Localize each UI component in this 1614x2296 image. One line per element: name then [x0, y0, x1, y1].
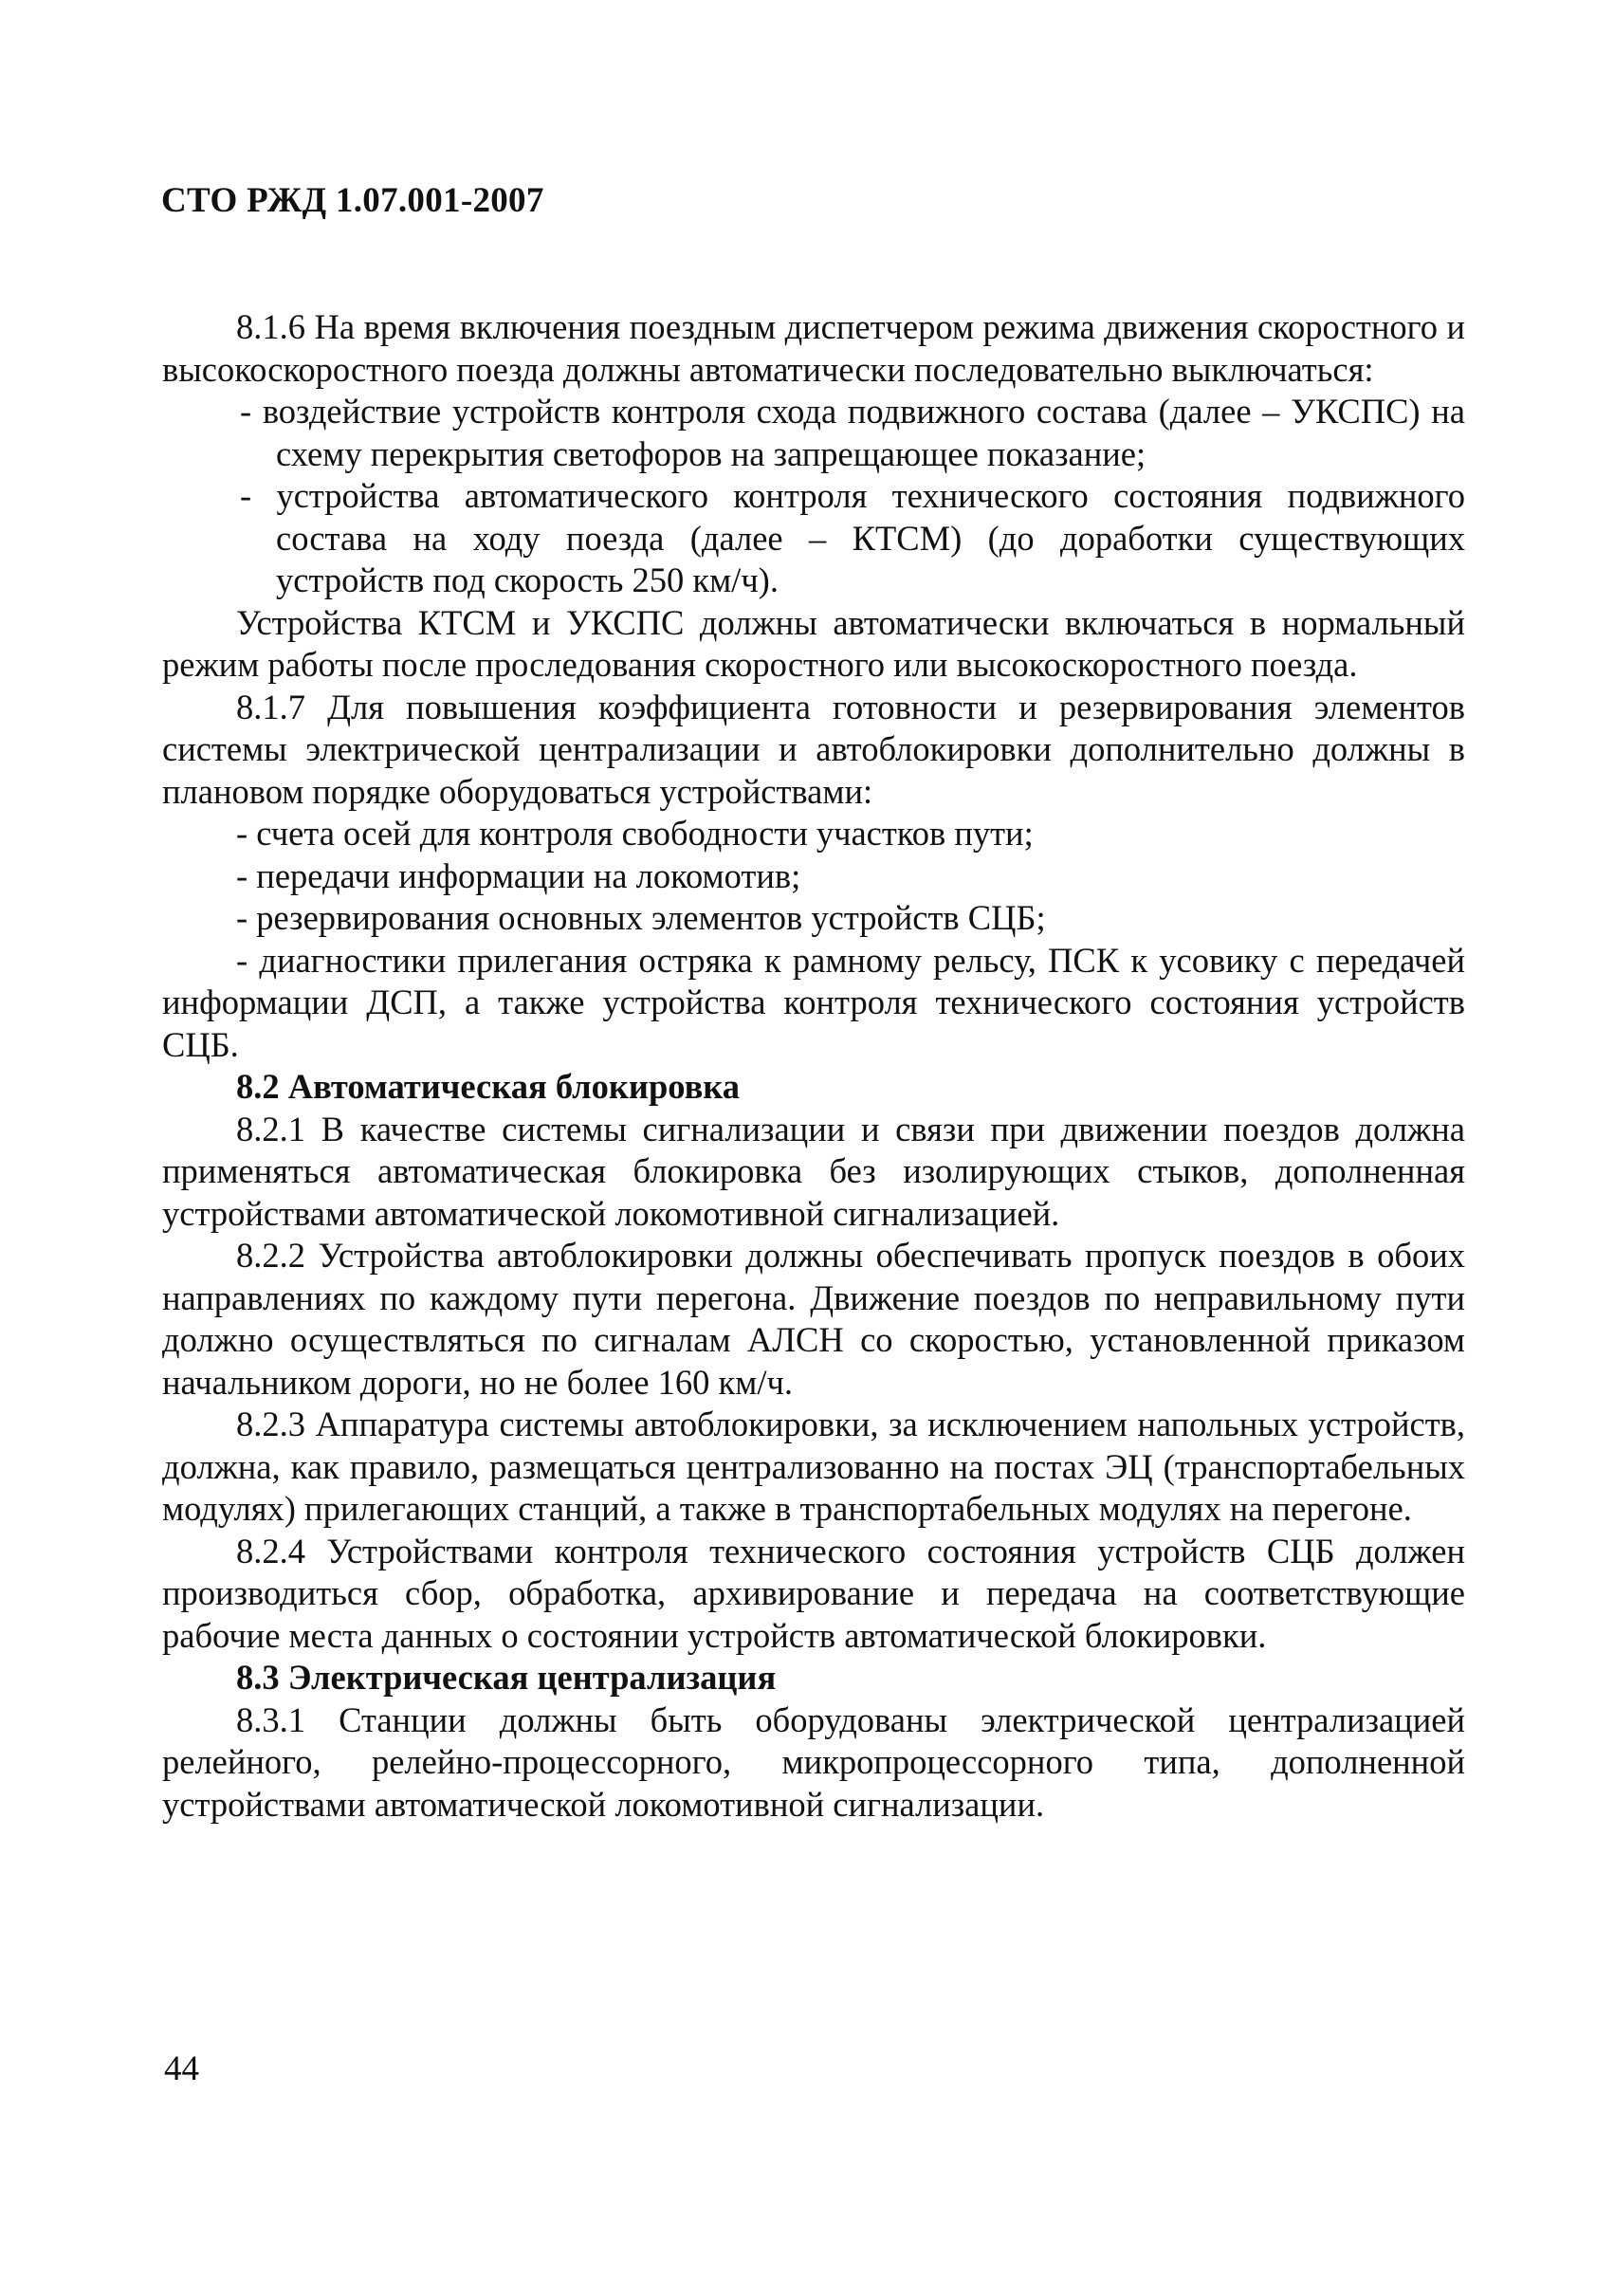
document-code-header: СТО РЖД 1.07.001-2007	[161, 181, 544, 220]
paragraph-ktsm-ukps: Устройства КТСМ и УКСПС должны автоматически включаться в нормальный режим работы после проследования скоростного или высокоскоростного поезда.	[162, 602, 1465, 684]
paragraph-8-2-1: 8.2.1 В качестве системы сигнализации и связи при движении поездов должна применяться автоматическая блокировка без изолирующих стыков, дополненная устройствами автоматической локомотивной сигнализацией.	[162, 1109, 1465, 1233]
paragraph-8-1-6: 8.1.6 На время включения поездным диспетчером режима движения скоростного и высокоскоростного поезда должны автоматически последовательно выключаться:	[162, 307, 1465, 389]
paragraph-8-3-1: 8.3.1 Станции должны быть оборудованы электрической централизацией релейного, релейно-процессорного, микропроцессорного типа, дополненной устройствами автоматической локомотивной сигнализации.	[162, 1699, 1465, 1824]
list-item: - устройства автоматического контроля технического состояния подвижного состава на ходу поезда (далее – КТСМ) (до доработки существующих устройств под скорость 250 км/ч).	[240, 476, 1465, 599]
list-item: - воздействие устройств контроля схода подвижного состава (далее – УКСПС) на схему перекрытия светофоров на запрещающее показание;	[240, 392, 1465, 473]
list-item: - счета осей для контроля свободности участков пути;	[236, 814, 1034, 853]
paragraph-8-2-4: 8.2.4 Устройствами контроля технического состояния устройств СЦБ должен производиться сбор, обработка, архивирование и передача на соответствующие рабочие места данных о состоянии устройств автоматической блокировки.	[162, 1531, 1465, 1655]
list-item: - передачи информации на локомотив;	[236, 855, 801, 895]
paragraph-8-2-2: 8.2.2 Устройства автоблокировки должны обеспечивать пропуск поездов в обоих направлениях по каждому пути перегона. Движение поездов по неправильному пути должно осуществляться по сигналам АЛСН со скоростью, установленной приказом начальником дороги, но не более 160 км/ч.	[162, 1236, 1465, 1402]
section-heading-8-3: 8.3 Электрическая централизация	[236, 1658, 777, 1697]
page-number: 44	[164, 2049, 199, 2088]
paragraph-8-2-3: 8.2.3 Аппаратура системы автоблокировки, за исключением напольных устройств, должна, как правило, размещаться централизованно на постах ЭЦ (транспортабельных модулях) прилегающих станций, а также в транспортабельных модулях на перегоне.	[162, 1405, 1465, 1528]
list-item: - диагностики прилегания остряка к рамному рельсу, ПСК к усовику с передачей информации ДСП, а также устройства контроля технического состояния устройств СЦБ.	[162, 940, 1465, 1064]
paragraph-8-1-7: 8.1.7 Для повышения коэффициента готовности и резервирования элементов системы электрической централизации и автоблокировки дополнительно должны в плановом порядке оборудоваться устройствами:	[162, 687, 1465, 811]
document-body	[162, 306, 1465, 1826]
section-heading-8-2: 8.2 Автоматическая блокировка	[236, 1067, 741, 1106]
list-item: - резервирования основных элементов устройств СЦБ;	[236, 898, 1046, 937]
